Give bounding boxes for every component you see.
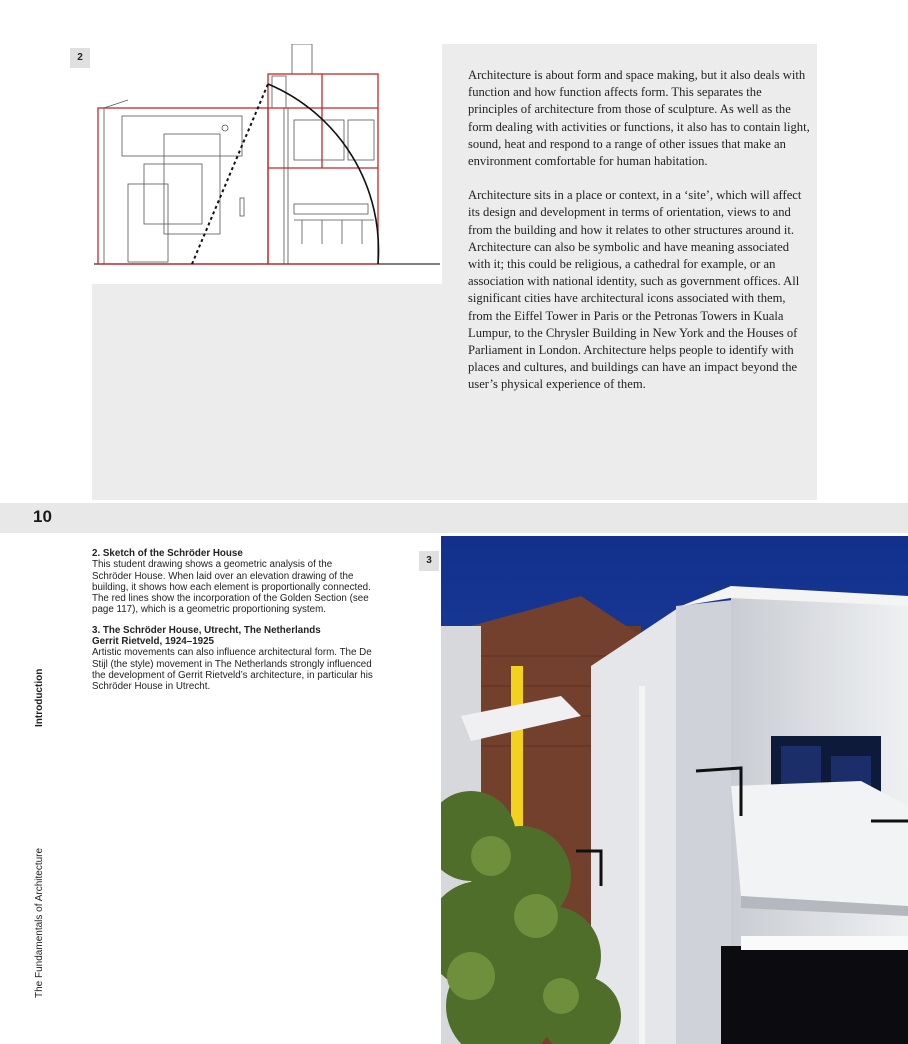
elevation-sketch xyxy=(92,44,442,284)
caption-2 xyxy=(92,548,374,616)
schroder-house-photo xyxy=(441,536,908,1044)
body-text xyxy=(468,67,810,411)
house-illustration xyxy=(441,536,908,1044)
caption-3 xyxy=(92,625,374,693)
caption-3-title-line1: 3. The Schröder House, Utrecht, The Netherlands xyxy=(92,624,321,636)
page-number-bar xyxy=(0,503,908,533)
caption-3-title-line2: Gerrit Rietveld, 1924–1925 xyxy=(92,636,214,648)
figure-3-number: 3 xyxy=(419,551,439,571)
caption-2-title: 2. Sketch of the Schröder House xyxy=(92,548,243,559)
book-title: The Fundamentals of Architecture xyxy=(34,847,45,998)
captions xyxy=(92,548,374,702)
caption-3-text: Artistic movements can also influence architectural form. The De Stijl (the style) movement in The Netherlands strongly influenced the development of Gerrit Rietveld’s architecture, in particular his Schröder House in Utrecht. xyxy=(92,647,373,693)
page-number: 10 xyxy=(33,507,52,526)
figure-2-number: 2 xyxy=(70,48,90,68)
body-paragraph-1: Architecture is about form and space making, but it also deals with function and how function affects form. This separates the principles of architecture from those of sculpture. As well as the form dealing with activities or functions, it also has to contain light, sound, heat and respond to a range of other issues that make an environment comfortable for human habitation. xyxy=(468,68,810,169)
body-paragraph-2: Architecture sits in a place or context, in a ‘site’, which will affect its design and development in terms of orientation, views to and from the building and how it relates to other structures around it. Architecture can also be symbolic and have meaning associated with it; this could be religious, a cathedral for example, or an association with national identity, such as government offices. All significant cities have architectural icons associated with them, from the Eiffel Tower in Paris or the Petronas Towers in Kuala Lumpur, to the Chrysler Building in New York and the Houses of Parliament in London. Architecture helps people to identify with places and cultures, and buildings can have an impact beyond the user’s physical experience of them. xyxy=(468,188,802,392)
section-label: Introduction xyxy=(34,668,45,727)
schroder-sketch-figure xyxy=(92,44,442,284)
caption-2-text: This student drawing shows a geometric analysis of the Schröder House. When laid over an elevation drawing of the building, it shows how each element is proportionally connected. The red lines show the incorporation of the Golden Section (see page 117), which is a geometric proportioning system. xyxy=(92,559,371,616)
